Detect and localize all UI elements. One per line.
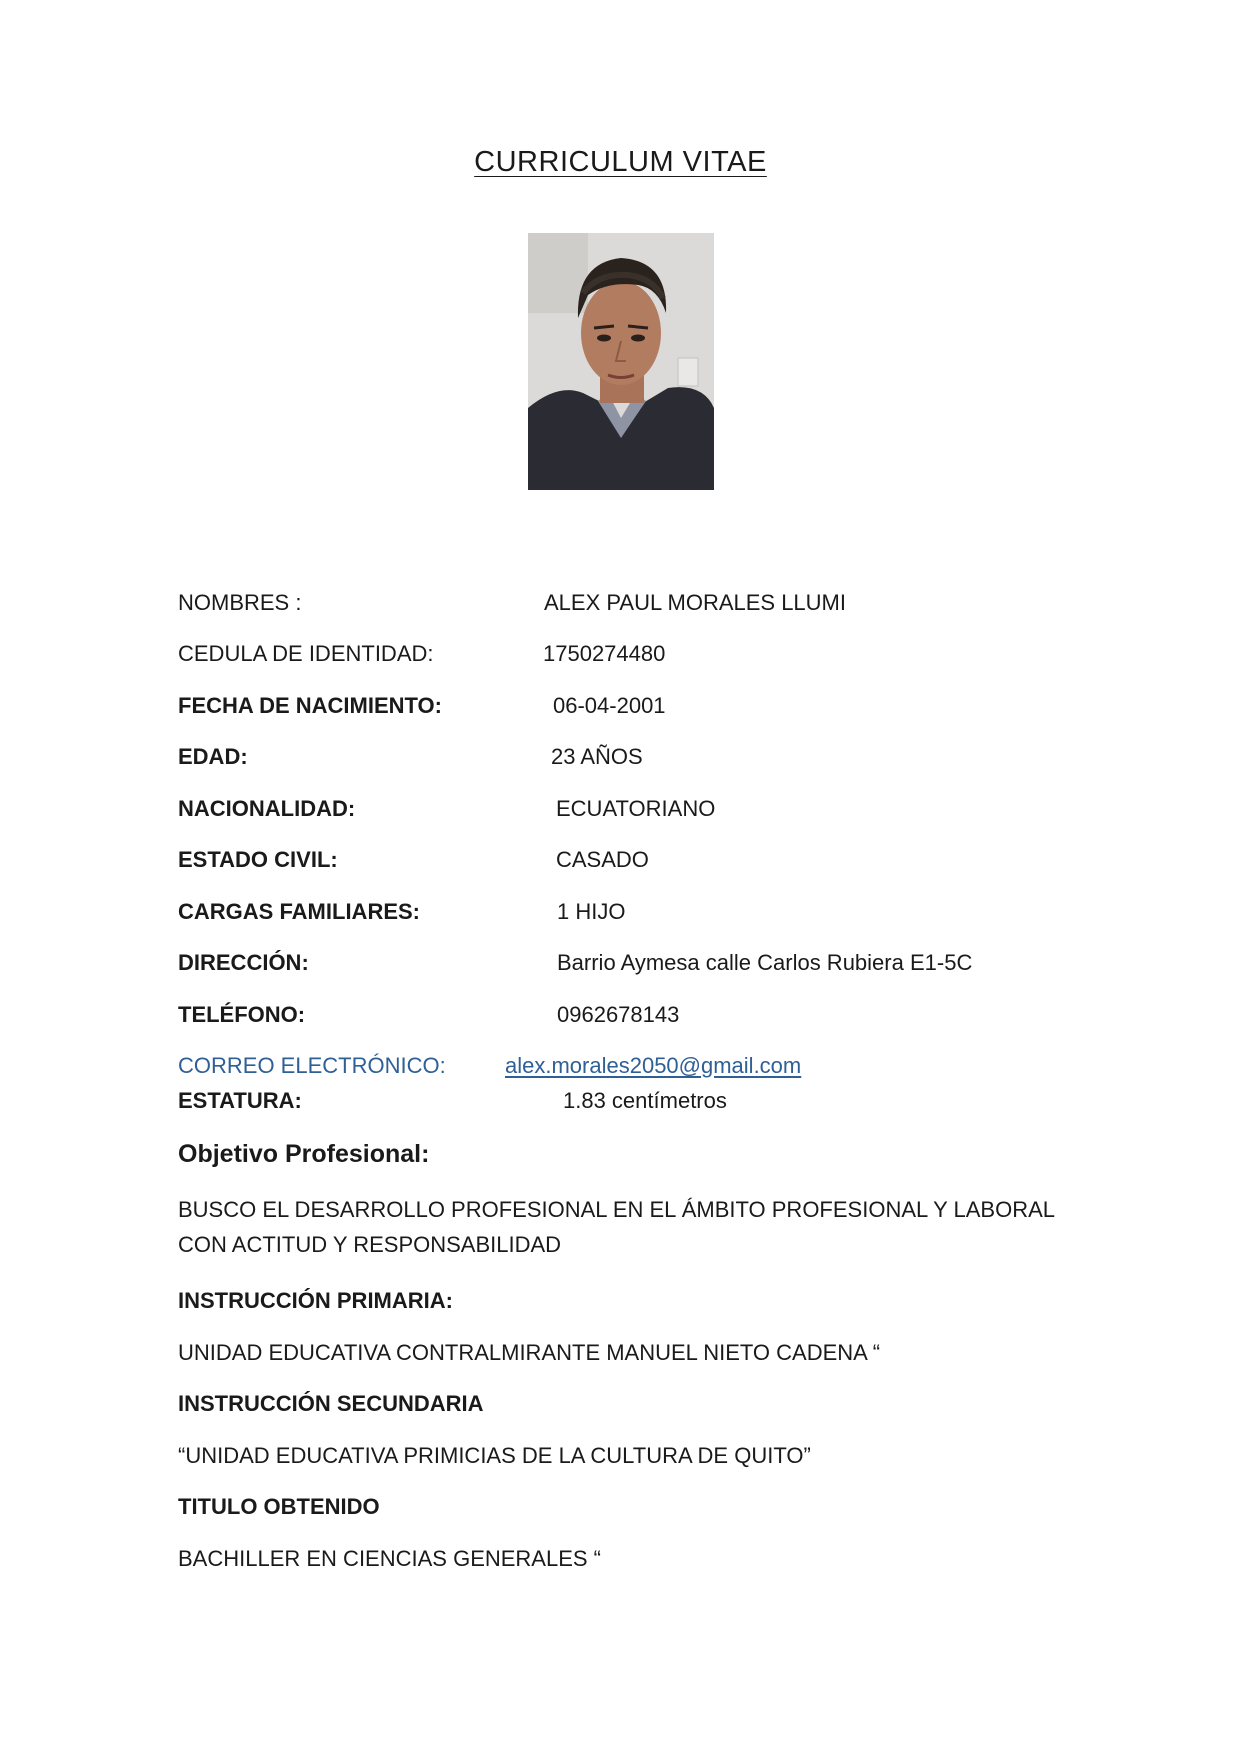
email-link[interactable]: alex.morales2050@gmail.com (505, 1053, 802, 1078)
field-label-nombres: NOMBRES : (178, 590, 302, 615)
primary-education-label: INSTRUCCIÓN PRIMARIA: (178, 1288, 453, 1313)
field-label-correo: CORREO ELECTRÓNICO: (178, 1053, 446, 1078)
objective-heading: Objetivo Profesional: (178, 1140, 430, 1168)
field-label-telefono: TELÉFONO: (178, 1002, 306, 1027)
field-label-cedula: CEDULA DE IDENTIDAD: (178, 641, 434, 666)
field-label-nacionalidad: NACIONALIDAD: (178, 796, 356, 821)
degree-value: BACHILLER EN CIENCIAS GENERALES “ (178, 1546, 602, 1571)
secondary-education-label: INSTRUCCIÓN SECUNDARIA (178, 1391, 484, 1416)
field-value-estatura: 1.83 centímetros (563, 1088, 727, 1113)
field-label-estatura: ESTATURA: (178, 1088, 302, 1113)
field-label-cargas-familiares: CARGAS FAMILIARES: (178, 899, 420, 924)
degree-label: TITULO OBTENIDO (178, 1494, 380, 1519)
field-value-fecha-nacimiento: 06-04-2001 (553, 693, 666, 718)
field-label-direccion: DIRECCIÓN: (178, 950, 309, 975)
field-label-edad: EDAD: (178, 744, 248, 769)
field-value-edad: 23 AÑOS (551, 744, 643, 769)
field-label-estado-civil: ESTADO CIVIL: (178, 847, 338, 872)
field-value-cedula: 1750274480 (543, 641, 666, 666)
field-value-estado-civil: CASADO (556, 847, 649, 872)
primary-education-value: UNIDAD EDUCATIVA CONTRALMIRANTE MANUEL NIETO CADENA “ (178, 1340, 881, 1365)
field-value-nombres: ALEX PAUL MORALES LLUMI (544, 590, 846, 615)
field-value-direccion: Barrio Aymesa calle Carlos Rubiera E1-5C (557, 950, 973, 975)
field-value-nacionalidad: ECUATORIANO (556, 796, 716, 821)
page-title (0, 146, 1241, 179)
page-title-text: CURRICULUM VITAE (474, 146, 767, 178)
field-value-telefono: 0962678143 (557, 1002, 680, 1027)
objective-text: BUSCO EL DESARROLLO PROFESIONAL EN EL ÁMBITO PROFESIONAL Y LABORAL CON ACTITUD Y RESPONSABILIDAD (178, 1197, 1055, 1257)
portrait-photo (528, 233, 714, 490)
secondary-education-value: “UNIDAD EDUCATIVA PRIMICIAS DE LA CULTURA DE QUITO” (178, 1443, 811, 1468)
field-label-fecha-nacimiento: FECHA DE NACIMIENTO: (178, 693, 442, 718)
portrait-icon (528, 233, 714, 490)
field-value-cargas-familiares: 1 HIJO (557, 899, 626, 924)
